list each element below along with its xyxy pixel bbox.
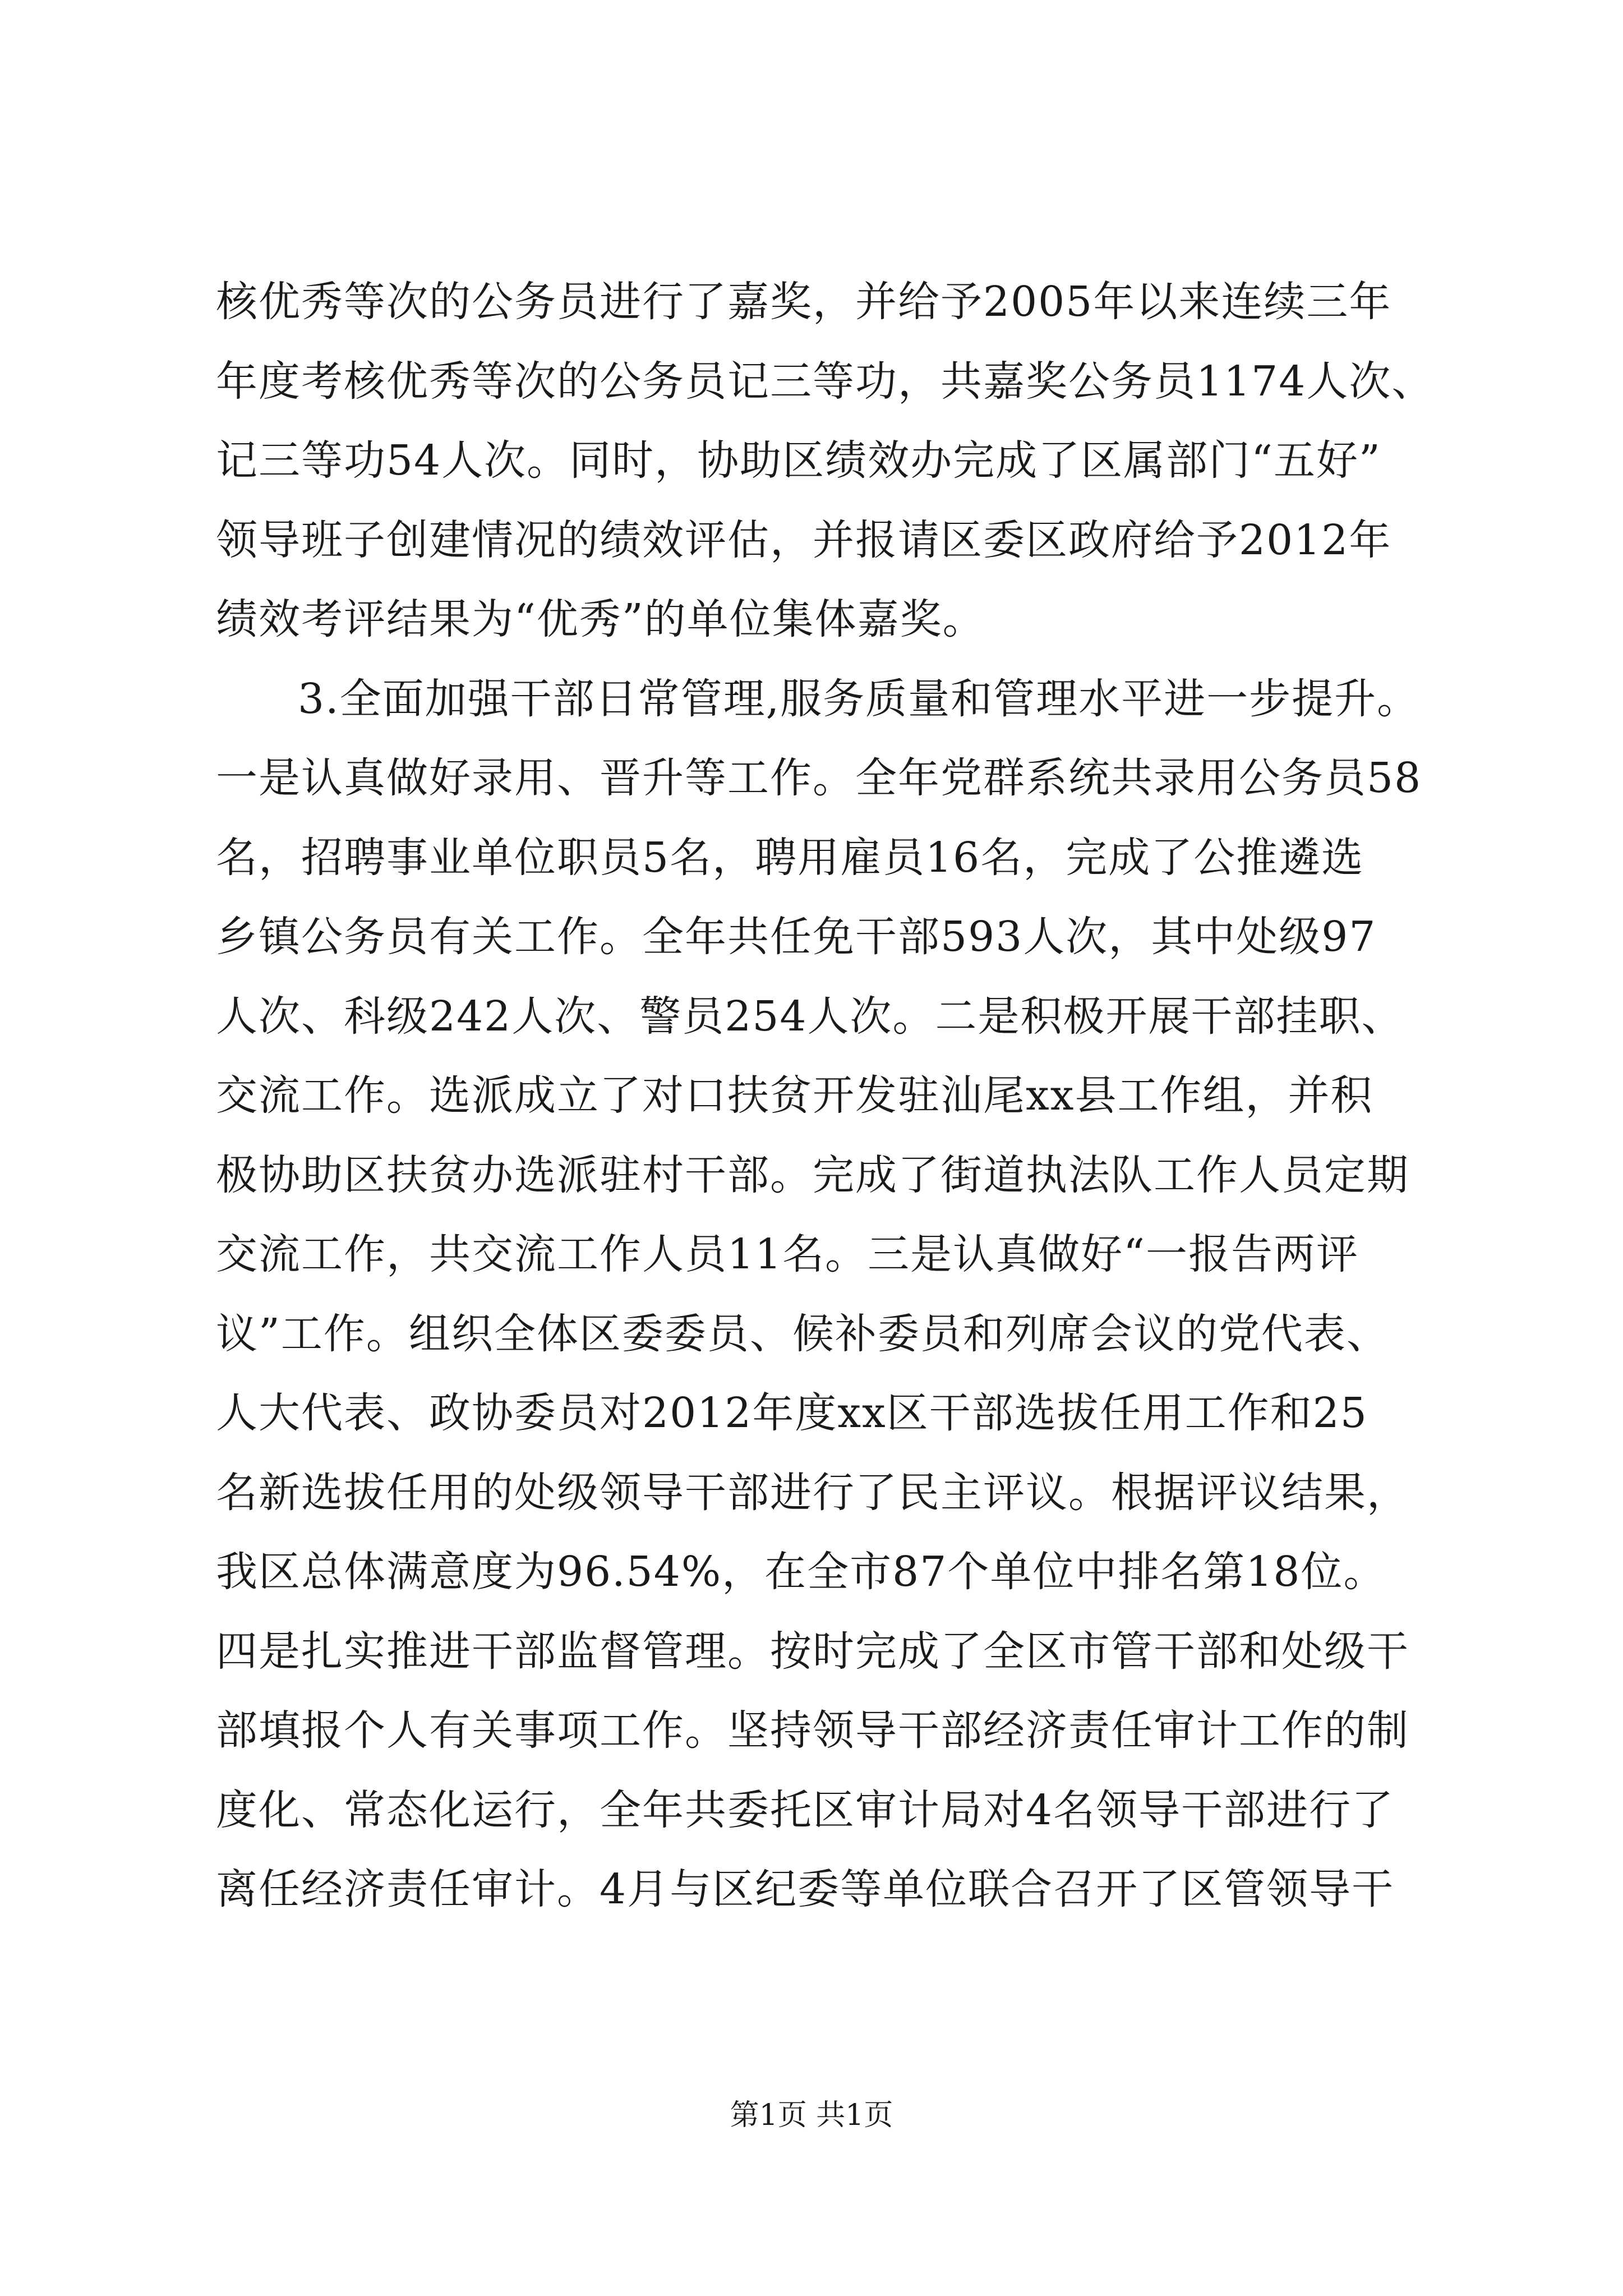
text-line: 年度考核优秀等次的公务员记三等功，共嘉奖公务员1174人次、 — [216, 357, 1435, 406]
text-line: 度化、常态化运行，全年共委托区审计局对4名领导干部进行了 — [216, 1786, 1395, 1834]
page-number-footer: 第1页 共1页 — [730, 2099, 893, 2132]
text-line: 人次、科级242人次、警员254人次。二是积极开展干部挂职、 — [216, 992, 1404, 1041]
text-line: 交流工作。选派成立了对口扶贫开发驻汕尾xx县工作组，并积 — [216, 1071, 1373, 1120]
text-line: 名新选拔任用的处级领导干部进行了民主评议。根据评议结果， — [216, 1468, 1409, 1517]
text-line: 领导班子创建情况的绩效评估，并报请区委区政府给予2012年 — [216, 516, 1392, 564]
text-line: 核优秀等次的公务员进行了嘉奖，并给予2005年以来连续三年 — [216, 278, 1392, 326]
text-line: 交流工作，共交流工作人员11名。三是认真做好“一报告两评 — [216, 1230, 1359, 1278]
text-line: 一是认真做好录用、晋升等工作。全年党群系统共录用公务员58 — [216, 754, 1422, 802]
section-heading-line: 3.全面加强干部日常管理,服务质量和管理水平进一步提升。 — [298, 674, 1420, 723]
text-line: 四是扎实推进干部监督管理。按时完成了全区市管干部和处级干 — [216, 1627, 1409, 1676]
text-line: 极协助区扶贫办选派驻村干部。完成了街道执法队工作人员定期 — [216, 1151, 1409, 1199]
text-line: 记三等功54人次。同时，协助区绩效办完成了区属部门“五好” — [216, 436, 1381, 485]
text-line: 名，招聘事业单位职员5名，聘用雇员16名，完成了公推遴选 — [216, 833, 1364, 882]
text-line: 部填报个人有关事项工作。坚持领导干部经济责任审计工作的制 — [216, 1706, 1409, 1755]
text-line: 议”工作。组织全体区委委员、候补委员和列席会议的党代表、 — [216, 1309, 1389, 1358]
text-line: 人大代表、政协委员对2012年度xx区干部选拔任用工作和25 — [216, 1389, 1368, 1437]
text-line: 我区总体满意度为96.54%，在全市87个单位中排名第18位。 — [216, 1548, 1386, 1596]
body-text — [216, 263, 1435, 1930]
text-line: 离任经济责任审计。4月与区纪委等单位联合召开了区管领导干 — [216, 1865, 1395, 1913]
text-line: 绩效考评结果为“优秀”的单位集体嘉奖。 — [216, 595, 985, 643]
text-line: 乡镇公务员有关工作。全年共任免干部593人次，其中处级97 — [216, 913, 1377, 961]
